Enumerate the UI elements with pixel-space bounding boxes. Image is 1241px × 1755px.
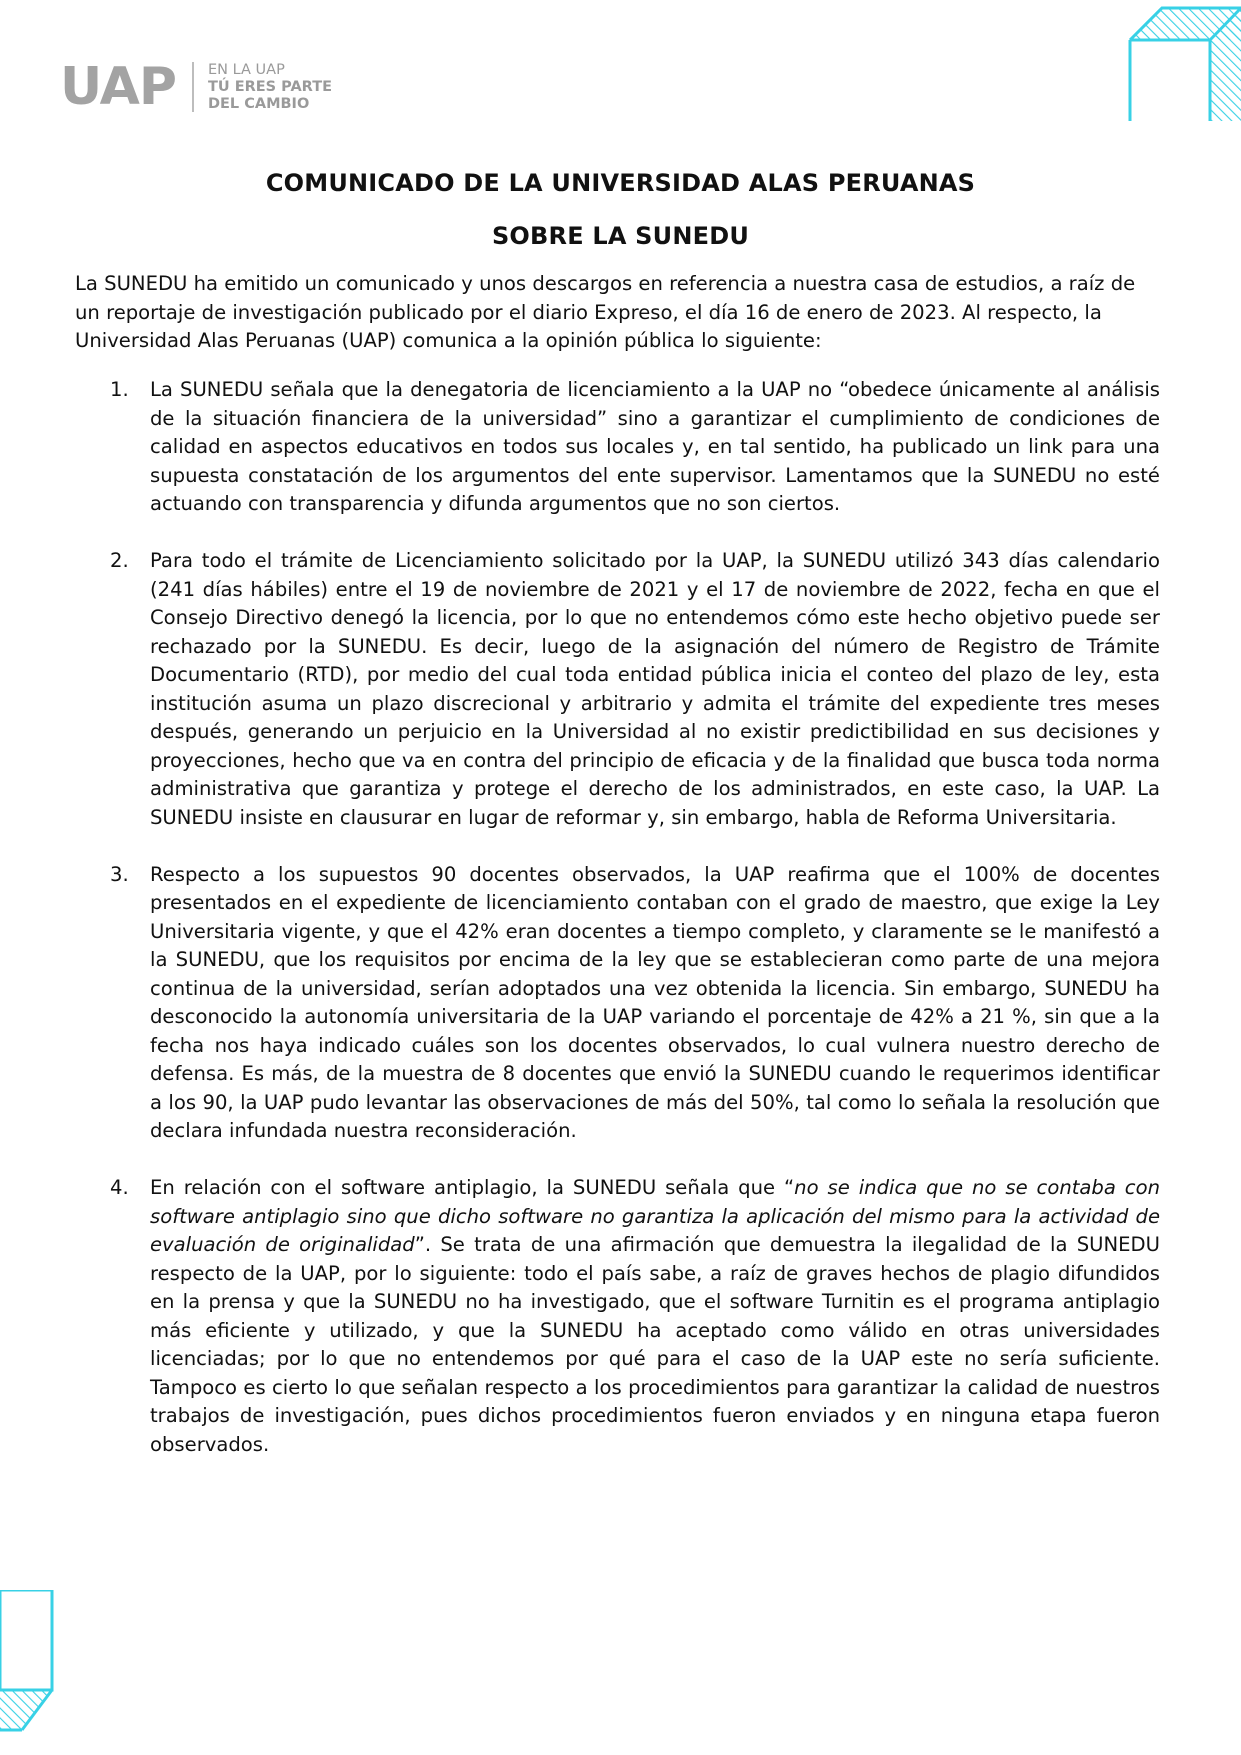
list-item-text: La SUNEDU señala que la denegatoria de licenciamiento a la UAP no “obedece únicamente al análisis de la situación financiera de la universidad” sino a garantizar el cumplimiento de condiciones de calidad en aspectos educativos en todos sus locales y, en tal sentido, ha publicado un link para una supuesta constatación de los argumentos del ente supervisor. Lamentamos que la SUNEDU no esté actuando con transparencia y difunda argumentos que no son ciertos. <box>150 378 1160 515</box>
list-item <box>110 1174 1160 1459</box>
list-item-text: Respecto a los supuestos 90 docentes observados, la UAP reafirma que el 100% de docentes presentados en el expediente de licenciamiento contaban con el grado de maestro, que exige la Ley Universitaria vigente, y que el 42% eran docentes a tiempo completo, y claramente se le manifestó a la SUNEDU, que los requisitos por encima de la ley que se establecieran como parte de una mejora continua de la universidad, serían adoptados una vez obtenida la licencia. Sin embargo, SUNEDU ha desconocido la autonomía universitaria de la UAP variando el porcentaje de 42% a 21 %, sin que a la fecha nos haya indicado cuáles son los docentes observados, lo cual vulnera nuestro derecho de defensa. Es más, de la muestra de 8 docentes que envió la SUNEDU cuando le requerimos identificar a los 90, la UAP pudo levantar las observaciones de más del 50%, tal como lo señala la resolución que declara infundada nuestra reconsideración. <box>150 862 1160 1142</box>
list-item <box>110 376 1160 519</box>
page-title: COMUNICADO DE LA UNIVERSIDAD ALAS PERUANAS <box>265 169 976 197</box>
list-item <box>110 547 1160 832</box>
list-item-number: 4. <box>110 1176 129 1199</box>
page-subtitle: SOBRE LA SUNEDU <box>491 222 750 250</box>
statement-list <box>110 376 1160 1488</box>
decorative-cube-corner-icon <box>0 1590 62 1755</box>
list-item <box>110 861 1160 1146</box>
list-item-text <box>150 1174 1160 1459</box>
logo-tagline-line-1: EN LA UAP <box>207 61 285 78</box>
decorative-cube-icon <box>1120 0 1241 121</box>
logo-tagline-line-3: DEL CAMBIO <box>207 95 310 112</box>
uap-logo <box>60 58 332 116</box>
list-item-text-after: ”. Se trata de una afirmación que demuestra la ilegalidad de la SUNEDU respecto de la UAP, por lo siguiente: todo el país sabe, a raíz de graves hechos de plagio difundidos en la prensa y que la SUNEDU no ha investigado, que el software Turnitin es el programa antiplagio más eficiente y utilizado, y que la SUNEDU ha aceptado como válido en otras universidades licenciadas; por lo que no entendemos por qué para el caso de la UAP este no sería suficiente. Tampoco es cierto lo que señalan respecto a los procedimientos para garantizar la calidad de nuestros trabajos de investigación, pues dichos procedimientos fueron enviados y en ninguna etapa fueron observados. <box>150 1233 1160 1456</box>
list-item-number: 3. <box>110 862 129 886</box>
logo-tagline-line-2: TÚ ERES PARTE <box>207 78 332 95</box>
intro-paragraph: La SUNEDU ha emitido un comunicado y unos descargos en referencia a nuestra casa de estudios, a raíz de un reportaje de investigación publicado por el diario Expreso, el día 16 de enero de 2023. Al respecto, la Universidad Alas Peruanas (UAP) comunica a la opinión pública lo siguiente: <box>75 272 1136 352</box>
list-item-text: Para todo el trámite de Licenciamiento solicitado por la UAP, la SUNEDU utilizó 343 días calendario (241 días hábiles) entre el 19 de noviembre de 2021 y el 17 de noviembre de 2022, fecha en que el Consejo Directivo denegó la licencia, por lo que no entendemos cómo este hecho objetivo puede ser rechazado por la SUNEDU. Es decir, luego de la asignación del número de Registro de Trámite Documentario (RTD), por medio del cual toda entidad pública inicia el conteo del plazo de ley, esta institución asuma un plazo discrecional y arbitrario y admita el trámite del expediente tres meses después, generando un perjuicio en la Universidad al no existir predictibilidad en sus decisiones y proyecciones, hecho que va en contra del principio de eficacia y de la finalidad que busca toda norma administrativa que garantiza y protege el derecho de los administrados, en este caso, la UAP. La SUNEDU insiste en clausurar en lugar de reformar y, sin embargo, habla de Reforma Universitaria. <box>150 549 1160 829</box>
logo-divider <box>192 62 194 112</box>
list-item-number: 2. <box>110 549 129 572</box>
list-item-number: 1. <box>110 378 129 401</box>
logo-tagline <box>208 62 332 113</box>
list-item-quote: no se indica que no se contaba con software antiplagio sino que dicho software no garantiza la aplicación del mismo para la actividad de evaluación de originalidad <box>150 1176 1160 1256</box>
logo-mark: UAP <box>60 57 176 117</box>
list-item-text-before: En relación con el software antiplagio, la SUNEDU señala que “ <box>150 1176 795 1199</box>
